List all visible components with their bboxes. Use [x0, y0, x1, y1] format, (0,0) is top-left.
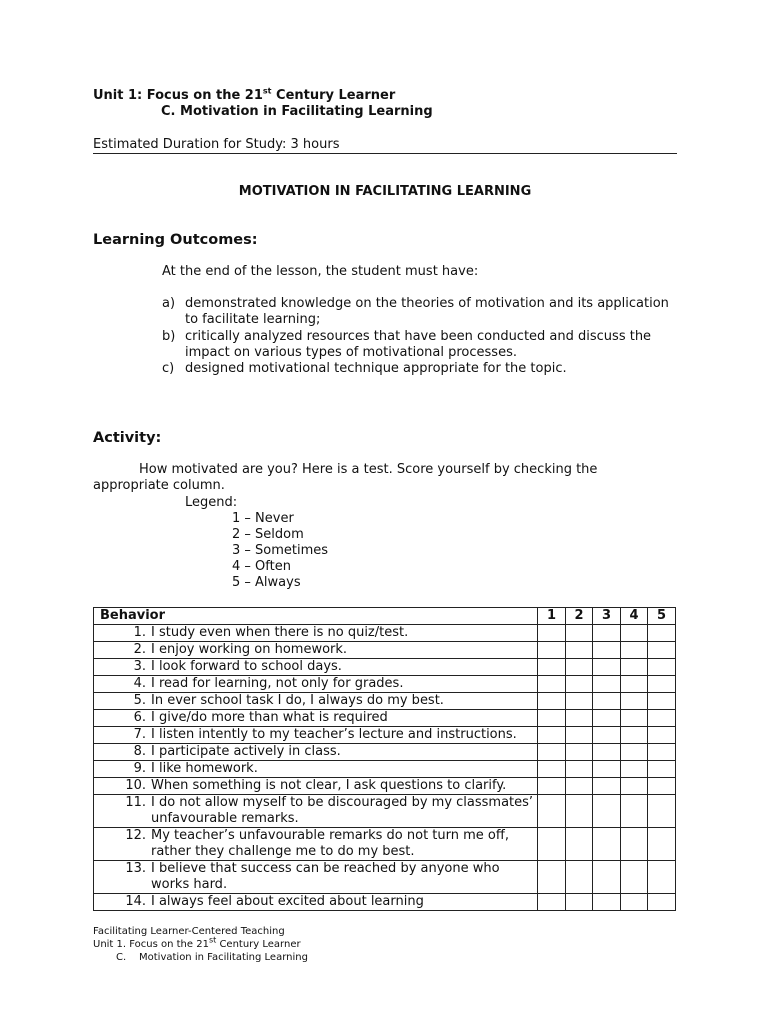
activity-intro: How motivated are you? Here is a test. Score yourself by checking the appropriate column. — [93, 462, 598, 493]
behavior-text: My teacher’s unfavourable remarks do not turn me off, rather they challenge me to do my best. — [151, 828, 509, 859]
score-5-cell[interactable] — [648, 795, 676, 828]
behavior-number: 5. — [133, 693, 146, 708]
score-1-cell[interactable] — [538, 676, 566, 693]
score-4-cell[interactable] — [621, 693, 648, 710]
outcome-text: demonstrated knowledge on the theories of motivation and its application to facilitate learning; — [185, 296, 669, 327]
behavior-cell — [94, 861, 538, 894]
behavior-cell — [94, 727, 538, 744]
score-1-cell[interactable] — [538, 659, 566, 676]
score-4-cell[interactable] — [621, 761, 648, 778]
unit-subtitle: C. Motivation in Facilitating Learning — [161, 104, 433, 119]
score-5-cell[interactable] — [648, 861, 676, 894]
table-row — [94, 693, 676, 710]
score-5-cell[interactable] — [648, 828, 676, 861]
behavior-text: I enjoy working on homework. — [151, 642, 348, 657]
behavior-text: I study even when there is no quiz/test. — [151, 625, 409, 640]
behavior-cell — [94, 828, 538, 861]
behavior-text: I believe that success can be reached by anyone who works hard. — [151, 861, 500, 892]
behavior-text: I look forward to school days. — [151, 659, 342, 674]
outcome-letter: b) — [162, 329, 176, 344]
behavior-number: 9. — [133, 761, 146, 776]
legend-item: 3 – Sometimes — [232, 543, 329, 558]
table-row — [94, 659, 676, 676]
score-2-cell[interactable] — [566, 761, 593, 778]
table-row — [94, 710, 676, 727]
behavior-column-header: Behavior — [94, 608, 538, 625]
behavior-cell — [94, 676, 538, 693]
score-4-cell[interactable] — [621, 710, 648, 727]
behavior-cell — [94, 642, 538, 659]
behavior-text: I like homework. — [151, 761, 258, 776]
score-3-cell[interactable] — [593, 659, 621, 676]
score-3-cell[interactable] — [593, 778, 621, 795]
score-2-column-header: 2 — [566, 608, 593, 625]
unit-title — [93, 88, 395, 104]
outcome-text: critically analyzed resources that have been conducted and discuss the impact on various types of motivational processes. — [185, 329, 652, 360]
score-4-cell[interactable] — [621, 676, 648, 693]
behavior-number: 14. — [125, 894, 146, 909]
score-4-column-header: 4 — [621, 608, 648, 625]
table-row — [94, 894, 676, 911]
score-3-cell[interactable] — [593, 693, 621, 710]
motivation-survey-table — [93, 607, 676, 911]
score-1-column-header: 1 — [538, 608, 566, 625]
footer-topic-text: Motivation in Facilitating Learning — [139, 952, 308, 963]
score-3-cell[interactable] — [593, 676, 621, 693]
footer-course: Facilitating Learner-Centered Teaching — [93, 926, 285, 937]
score-5-cell[interactable] — [648, 894, 676, 911]
score-5-cell[interactable] — [648, 659, 676, 676]
score-1-cell[interactable] — [538, 642, 566, 659]
score-3-cell[interactable] — [593, 894, 621, 911]
score-1-cell[interactable] — [538, 828, 566, 861]
score-2-cell[interactable] — [566, 861, 593, 894]
table-row — [94, 861, 676, 894]
score-2-cell[interactable] — [566, 676, 593, 693]
outcome-text: designed motivational technique appropriate for the topic. — [185, 361, 567, 376]
score-2-cell[interactable] — [566, 894, 593, 911]
footer-unit-sup: st — [208, 935, 217, 945]
footer-topic — [116, 951, 308, 964]
behavior-number: 4. — [133, 676, 146, 691]
score-3-cell[interactable] — [593, 710, 621, 727]
score-2-cell[interactable] — [566, 642, 593, 659]
behavior-number: 10. — [125, 778, 146, 793]
footer-topic-letter: C. — [116, 952, 127, 963]
score-5-cell[interactable] — [648, 727, 676, 744]
score-1-cell[interactable] — [538, 778, 566, 795]
score-2-cell[interactable] — [566, 659, 593, 676]
score-3-cell[interactable] — [593, 828, 621, 861]
legend-item: 1 – Never — [232, 511, 294, 526]
score-4-cell[interactable] — [621, 795, 648, 828]
score-2-cell[interactable] — [566, 625, 593, 642]
page-title: MOTIVATION IN FACILITATING LEARNING — [238, 184, 532, 199]
behavior-text: I participate actively in class. — [151, 744, 341, 759]
score-4-cell[interactable] — [621, 894, 648, 911]
score-4-cell[interactable] — [621, 642, 648, 659]
score-3-cell[interactable] — [593, 642, 621, 659]
score-4-cell[interactable] — [621, 861, 648, 894]
score-4-cell[interactable] — [621, 828, 648, 861]
table-row — [94, 642, 676, 659]
legend-item: 4 – Often — [232, 559, 291, 574]
score-3-cell[interactable] — [593, 861, 621, 894]
outcome-letter: a) — [162, 296, 176, 311]
score-4-cell[interactable] — [621, 744, 648, 761]
table-row — [94, 828, 676, 861]
score-3-cell[interactable] — [593, 744, 621, 761]
footer-unit-suffix: Century Learner — [216, 939, 301, 950]
behavior-cell — [94, 778, 538, 795]
study-duration: Estimated Duration for Study: 3 hours — [93, 137, 340, 152]
score-1-cell[interactable] — [538, 894, 566, 911]
table-row — [94, 676, 676, 693]
score-1-cell[interactable] — [538, 795, 566, 828]
table-header-row — [94, 608, 676, 625]
table-row — [94, 727, 676, 744]
behavior-text: When something is not clear, I ask questions to clarify. — [151, 778, 507, 793]
behavior-cell — [94, 659, 538, 676]
unit-title-text: Unit 1: Focus on the 21 — [93, 88, 263, 103]
behavior-cell — [94, 894, 538, 911]
score-5-cell[interactable] — [648, 625, 676, 642]
behavior-cell — [94, 625, 538, 642]
score-3-cell[interactable] — [593, 795, 621, 828]
learning-outcomes-intro: At the end of the lesson, the student must have: — [162, 264, 479, 279]
score-2-cell[interactable] — [566, 693, 593, 710]
score-3-cell[interactable] — [593, 625, 621, 642]
score-5-cell[interactable] — [648, 693, 676, 710]
behavior-cell — [94, 795, 538, 828]
header-divider — [93, 153, 677, 154]
behavior-cell — [94, 761, 538, 778]
score-2-cell[interactable] — [566, 828, 593, 861]
score-1-cell[interactable] — [538, 761, 566, 778]
score-5-cell[interactable] — [648, 761, 676, 778]
legend-title: Legend: — [185, 495, 238, 510]
score-1-cell[interactable] — [538, 710, 566, 727]
score-1-cell[interactable] — [538, 744, 566, 761]
behavior-cell — [94, 693, 538, 710]
footer-unit — [93, 935, 301, 951]
legend-item: 2 – Seldom — [232, 527, 304, 542]
behavior-cell — [94, 710, 538, 727]
score-3-column-header: 3 — [593, 608, 621, 625]
score-2-cell[interactable] — [566, 778, 593, 795]
score-4-cell[interactable] — [621, 625, 648, 642]
outcome-letter: c) — [162, 361, 175, 376]
unit-title-sup: st — [262, 86, 272, 96]
score-3-cell[interactable] — [593, 727, 621, 744]
score-5-cell[interactable] — [648, 642, 676, 659]
behavior-number: 1. — [133, 625, 146, 640]
legend-item: 5 – Always — [232, 575, 301, 590]
score-5-cell[interactable] — [648, 778, 676, 795]
behavior-cell — [94, 744, 538, 761]
score-1-cell[interactable] — [538, 625, 566, 642]
footer-unit-text: Unit 1. Focus on the 21 — [93, 939, 209, 950]
behavior-number: 12. — [125, 828, 146, 843]
behavior-number: 7. — [133, 727, 146, 742]
activity-heading: Activity: — [93, 430, 162, 446]
score-2-cell[interactable] — [566, 710, 593, 727]
behavior-text: I listen intently to my teacher’s lecture and instructions. — [151, 727, 517, 742]
score-1-cell[interactable] — [538, 861, 566, 894]
behavior-text: I do not allow myself to be discouraged by my classmates’ unfavourable remarks. — [151, 795, 534, 826]
table-row — [94, 778, 676, 795]
score-2-cell[interactable] — [566, 727, 593, 744]
unit-title-suffix: Century Learner — [271, 88, 396, 103]
score-1-cell[interactable] — [538, 727, 566, 744]
behavior-number: 2. — [133, 642, 146, 657]
behavior-text: In ever school task I do, I always do my best. — [151, 693, 444, 708]
behavior-text: I read for learning, not only for grades. — [151, 676, 404, 691]
score-2-cell[interactable] — [566, 744, 593, 761]
table-row — [94, 744, 676, 761]
behavior-text: I always feel about excited about learning — [151, 894, 424, 909]
score-4-cell[interactable] — [621, 778, 648, 795]
table-row — [94, 795, 676, 828]
behavior-number: 11. — [125, 795, 146, 810]
score-5-cell[interactable] — [648, 744, 676, 761]
score-3-cell[interactable] — [593, 761, 621, 778]
score-1-cell[interactable] — [538, 693, 566, 710]
score-4-cell[interactable] — [621, 727, 648, 744]
behavior-number: 6. — [133, 710, 146, 725]
behavior-number: 8. — [133, 744, 146, 759]
score-5-cell[interactable] — [648, 676, 676, 693]
score-5-column-header: 5 — [648, 608, 676, 625]
behavior-text: I give/do more than what is required — [151, 710, 388, 725]
table-row — [94, 761, 676, 778]
score-2-cell[interactable] — [566, 795, 593, 828]
behavior-number: 13. — [125, 861, 146, 876]
learning-outcomes-heading: Learning Outcomes: — [93, 232, 258, 248]
table-row — [94, 625, 676, 642]
score-5-cell[interactable] — [648, 710, 676, 727]
score-4-cell[interactable] — [621, 659, 648, 676]
behavior-number: 3. — [133, 659, 146, 674]
